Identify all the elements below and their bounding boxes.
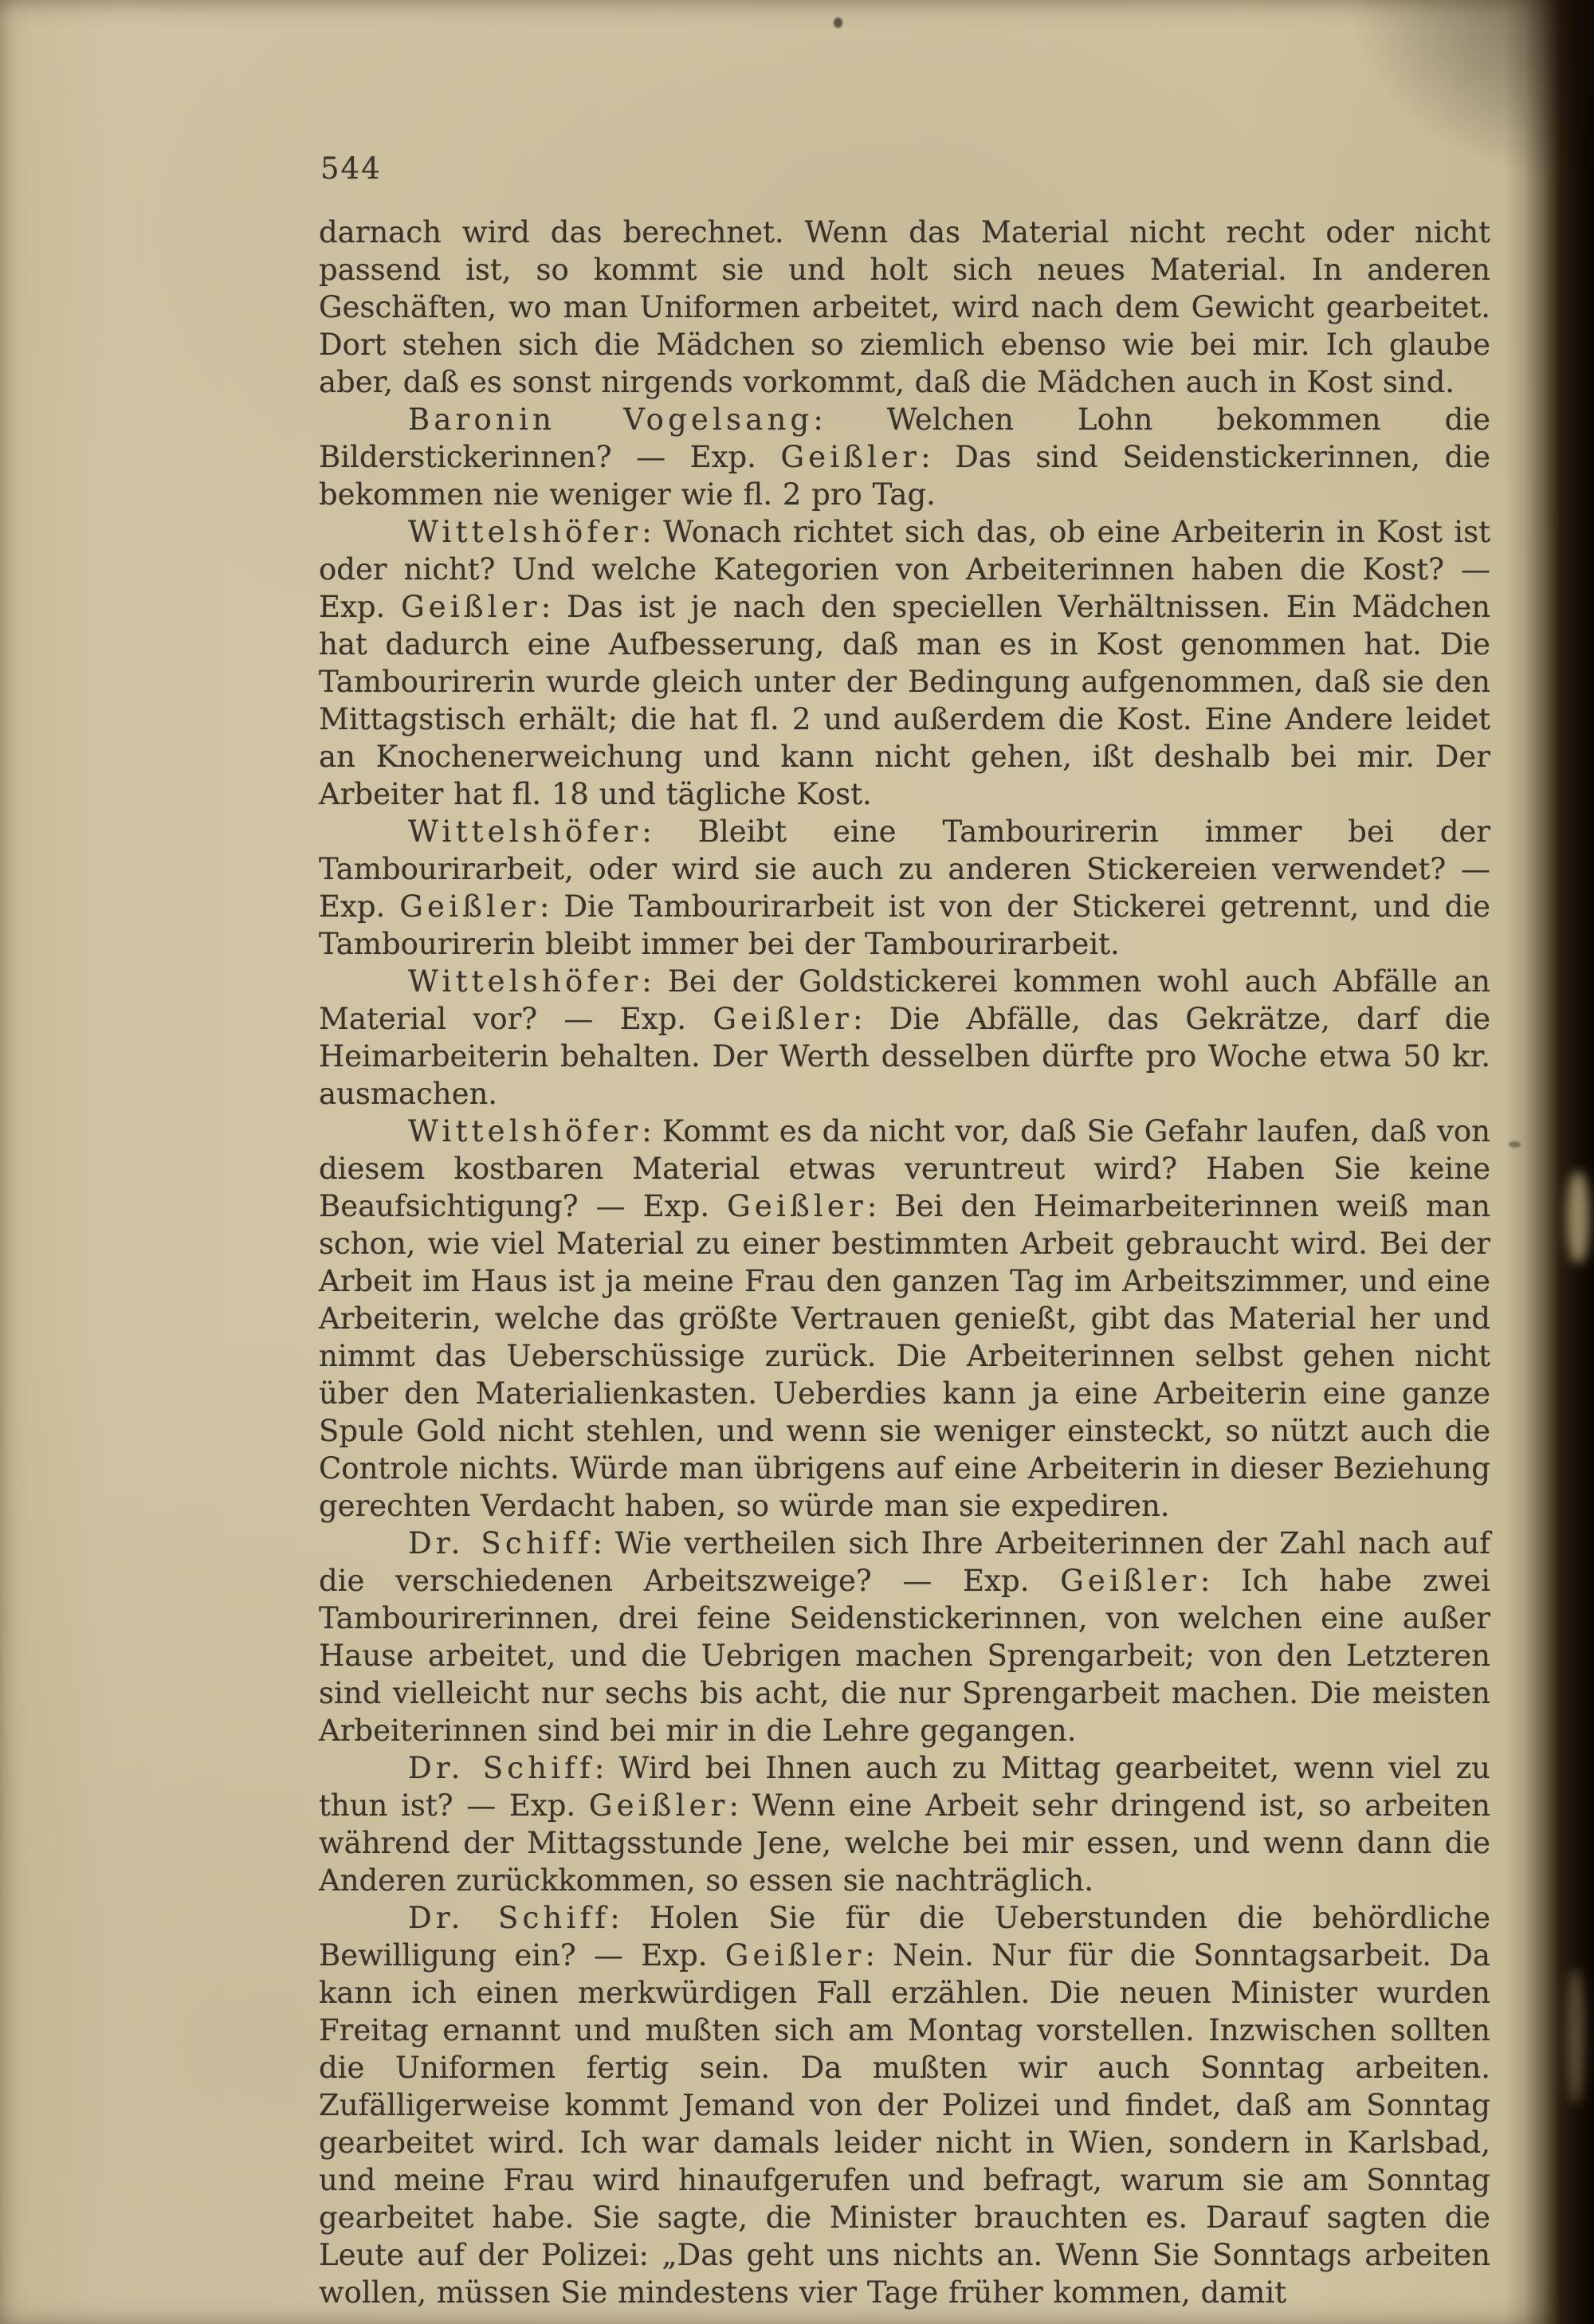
speaker-name: Geißler — [588, 1788, 729, 1823]
speaker-name: Geißler — [401, 590, 541, 624]
paragraph — [319, 401, 1490, 513]
speaker-name: Geißler — [1060, 1564, 1200, 1598]
page-number: 544 — [320, 151, 382, 186]
ink-speck — [834, 18, 842, 28]
paragraph-text: : Bleibt eine Tambourirerin immer bei der Tambourirarbeit, oder wird sie auch zu anderen Stickereien verwendet? — Exp. — [319, 815, 1490, 924]
speaker-name: Geißler — [399, 889, 540, 924]
paragraph-text: : Die Tambourirarbeit ist von der Stickerei getrennt, und die Tambourirerin bleibt immer bei der Tambourirarbeit. — [319, 889, 1490, 961]
paragraph — [319, 963, 1490, 1113]
paragraph-text: : Bei der Goldstickerei kommen wohl auch Abfälle an Material vor? — Exp. — [319, 964, 1490, 1036]
paragraph-text: : Die Abfälle, das Gekrätze, darf die Heimarbeiterin behalten. Der Werth desselben dürfte pro Woche etwa 50 kr. ausmachen. — [319, 1002, 1490, 1111]
paragraph — [319, 214, 1490, 401]
page-edge-highlight — [1567, 1172, 1589, 1263]
page-edge-shadow — [1505, 0, 1594, 2324]
paragraph-text: : Das ist je nach den speciellen Verhältnissen. Ein Mädchen hat dadurch eine Aufbesserung, daß man es in Kost genommen hat. Die Tambourirerin wurde gleich unter der Bedingung aufgenommen, daß sie den Mittagstisch erhält; die hat fl. 2 und außerdem die Kost. Eine Andere leidet an Knochenerweichung und kann nicht gehen, ißt deshalb bei mir. Der Arbeiter hat fl. 18 und tägliche Kost. — [319, 590, 1490, 811]
speaker-name: Wittelshöfer — [408, 1114, 642, 1148]
speaker-name: Geißler — [727, 1189, 867, 1223]
speaker-name: Wittelshöfer — [408, 515, 642, 549]
paragraph-text: : Kommt es da nicht vor, daß Sie Gefahr laufen, daß von diesem kostbaren Material etwas veruntreut wird? Haben Sie keine Beaufsichtigung? — Exp. — [319, 1114, 1490, 1223]
paragraph-text: : Nein. Nur für die Sonntagsarbeit. Da kann ich einen merkwürdigen Fall erzählen. Die neuen Minister wurden Freitag ernannt und mußten sich am Montag vorstellen. Inzwischen sollten die Uniformen fertig sein. Da mußten wir auch Sonntag arbeiten. Zufälligerweise kommt Jemand von der Polizei und findet, daß am Sonntag gearbeitet wird. Ich war damals leider nicht in Wien, sondern in Karlsbad, und meine Frau wird hinaufgerufen und befragt, warum sie am Sonntag gearbeitet habe. Sie sagte, die Minister brauchten es. Darauf sagten die Leute auf der Polizei: „Das geht uns nichts an. Wenn Sie Sonntags arbeiten wollen, müssen Sie mindestens vier Tage früher kommen, damit — [319, 1938, 1490, 2310]
speaker-name: Baronin Vogelsang — [408, 402, 814, 437]
speaker-name: Dr. Schiff — [408, 1901, 611, 1935]
paragraph — [319, 1113, 1490, 1525]
paragraph-text: : Wie vertheilen sich Ihre Arbeiterinnen der Zahl nach auf die verschiedenen Arbeitszweige? — Exp. — [319, 1526, 1490, 1598]
speaker-name: Geißler — [780, 440, 921, 474]
paragraph-text: : Welchen Lohn bekommen die Bilderstickerinnen? — Exp. — [319, 402, 1490, 474]
speaker-name: Dr. Schiff — [408, 1526, 593, 1560]
paragraph-text: : Holen Sie für die Ueberstunden die behördliche Bewilligung ein? — Exp. — [319, 1901, 1491, 1973]
speaker-name: Geißler — [724, 1938, 866, 1973]
page-edge-highlight — [1567, 1969, 1584, 2104]
paragraph-text: : Wenn eine Arbeit sehr dringend ist, so arbeiten während der Mittagsstunde Jene, welche bei mir essen, und wenn dann die Anderen zurückkommen, so essen sie nachträglich. — [319, 1788, 1490, 1898]
paragraph-text: : Wonach richtet sich das, ob eine Arbeiterin in Kost ist oder nicht? Und welche Kategorien von Arbeiterinnen haben die Kost? — Exp. — [319, 515, 1490, 624]
paragraph — [319, 1749, 1490, 1899]
paragraph — [319, 513, 1490, 813]
paragraph — [319, 1525, 1490, 1749]
paragraph-text: darnach wird das berechnet. Wenn das Material nicht recht oder nicht passend ist, so kommt sie und holt sich neues Material. In anderen Geschäften, wo man Uniformen arbeitet, wird nach dem Gewicht gearbeitet. Dort stehen sich die Mädchen so ziemlich ebenso wie bei mir. Ich glaube aber, daß es sonst nirgends vorkommt, daß die Mädchen auch in Kost sind. — [319, 215, 1490, 399]
paragraph-text: : Wird bei Ihnen auch zu Mittag gearbeitet, wenn viel zu thun ist? — Exp. — [319, 1751, 1490, 1823]
paragraph — [319, 813, 1490, 963]
speaker-name: Dr. Schiff — [408, 1751, 595, 1785]
paragraph — [319, 1899, 1490, 2311]
speaker-name: Geißler — [713, 1002, 853, 1036]
speaker-name: Wittelshöfer — [408, 964, 642, 999]
paragraph-text: : Das sind Seidenstickerinnen, die bekommen nie weniger wie fl. 2 pro Tag. — [319, 440, 1490, 512]
paragraph-text: : Ich habe zwei Tambourirerinnen, drei feine Seidenstickerinnen, von welchen eine außer Hause arbeitet, und die Uebrigen machen Sprengarbeit; von den Letzteren sind vielleicht nur sechs bis acht, die nur Sprengarbeit machen. Die meisten Arbeiterinnen sind bei mir in die Lehre gegangen. — [319, 1564, 1491, 1748]
speaker-name: Wittelshöfer — [408, 815, 642, 849]
text-block — [319, 214, 1490, 2311]
paragraph-text: : Bei den Heimarbeiterinnen weiß man schon, wie viel Material zu einer bestimmten Arbeit gebraucht wird. Bei der Arbeit im Haus ist ja meine Frau den ganzen Tag im Arbeitszimmer, und eine Arbeiterin, welche das größte Vertrauen genießt, gibt das Material her und nimmt das Ueberschüssige zurück. Die Arbeiterinnen selbst gehen nicht über den Materialienkasten. Ueberdies kann ja eine Arbeiterin eine ganze Spule Gold nicht stehlen, und wenn sie weniger einsteckt, so nützt auch die Controle nichts. Würde man übrigens auf eine Arbeiterin in dieser Beziehung gerechten Verdacht haben, so würde man sie expediren. — [319, 1189, 1491, 1523]
